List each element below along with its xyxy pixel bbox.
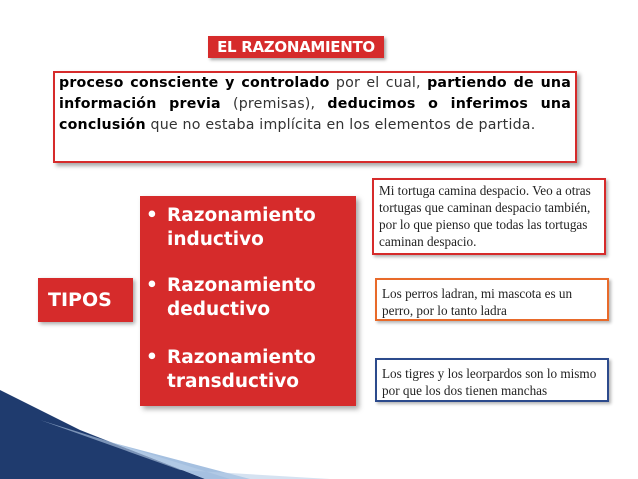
type-label: Razonamiento deductivo	[167, 275, 316, 320]
tipos-label: TIPOS	[38, 278, 133, 322]
definition-text-3: que no estaba implícita en los elementos de partida.	[145, 117, 536, 133]
bullet-icon: •	[146, 347, 158, 368]
decorative-wave	[0, 390, 638, 479]
slide-title: EL RAZONAMIENTO	[208, 36, 384, 58]
definition-text-2: (premisas),	[220, 96, 328, 112]
example-deductivo: Los perros ladran, mi mascota es un perro, por lo tanto ladra	[375, 278, 609, 321]
definition-bold-1: proceso consciente y controlado	[59, 75, 330, 91]
definition-text-1: por el cual,	[329, 75, 428, 91]
type-label: Razonamiento inductivo	[167, 205, 316, 250]
type-label: Razonamiento transductivo	[167, 347, 316, 392]
bullet-icon: •	[146, 275, 158, 296]
example-transductivo: Los tigres y los leorpardos son lo mismo por que los dos tienen manchas	[375, 358, 609, 402]
definition-bold-3: deducimos o inferimos una conclusión	[59, 96, 571, 133]
types-box	[140, 196, 356, 406]
definition-bold-2: partiendo de una información previa	[59, 75, 571, 112]
definition-box	[53, 71, 577, 163]
example-inductivo: Mi tortuga camina despacio. Veo a otras tortugas que caminan despacio también, por lo que pienso que todas las tortugas caminan despacio.	[372, 178, 606, 255]
bullet-icon: •	[146, 205, 158, 226]
